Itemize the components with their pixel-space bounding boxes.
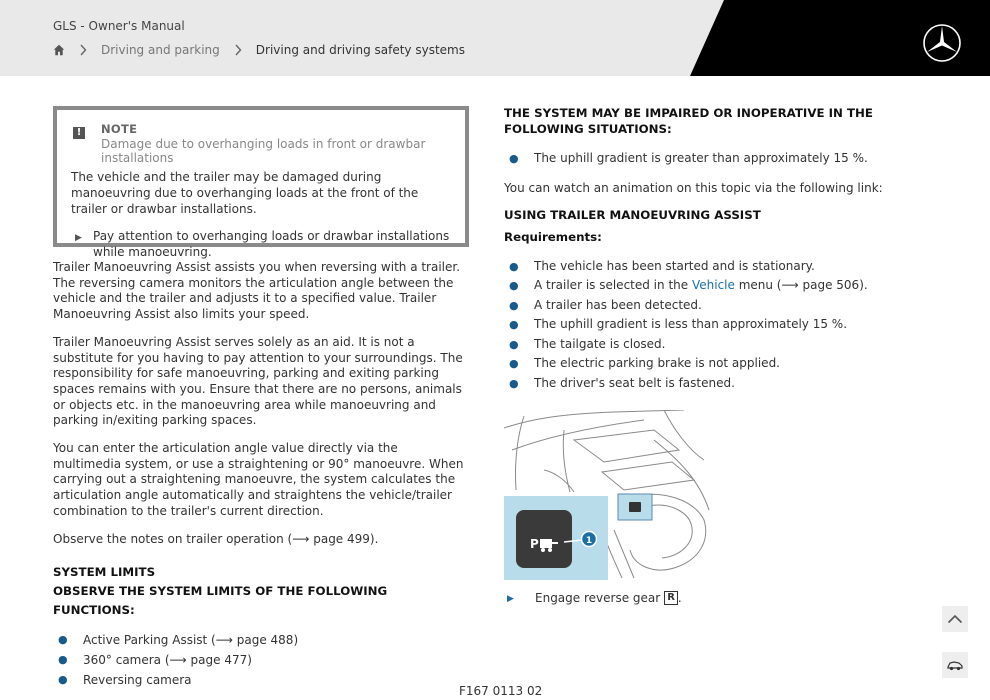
list-item[interactable]: ● 360° camera (⟶ page 477) — [53, 650, 469, 670]
bullet-icon: ● — [58, 673, 68, 687]
brand-star-logo — [922, 23, 962, 63]
chevron-right-icon — [234, 44, 242, 56]
bullet-icon: ● — [509, 376, 519, 390]
section-heading-using: USING TRAILER MANOEUVRING ASSIST — [504, 207, 761, 222]
list-item: ● Reversing camera — [53, 670, 469, 690]
note-title: NOTE — [101, 122, 138, 136]
bullet-icon: ● — [509, 152, 519, 165]
bullet-icon: ● — [509, 279, 519, 292]
bullet-icon: ● — [58, 633, 68, 647]
list-item[interactable]: ● Active Parking Assist (⟶ page 488) — [53, 630, 469, 650]
right-column — [504, 105, 904, 393]
paragraph-observe-notes[interactable]: Observe the notes on trailer operation (⟶ page 499). — [53, 531, 379, 546]
vehicle-icon — [947, 659, 963, 671]
bullet-icon: ● — [509, 318, 519, 331]
note-body: The vehicle and the trailer may be damaged during manoeuvring due to overhanging loads at the front of the trailer or drawbar installations. — [71, 170, 419, 216]
scroll-to-top-button[interactable] — [942, 606, 968, 632]
svg-text:P: P — [530, 537, 539, 551]
left-column — [53, 106, 469, 690]
breadcrumb-current: Driving and driving safety systems — [255, 43, 465, 57]
bullet-icon: ● — [509, 259, 519, 273]
home-icon[interactable] — [53, 44, 65, 56]
limits-list — [53, 630, 469, 690]
note-action — [71, 228, 451, 260]
section-heading-limits: SYSTEM LIMITS — [53, 565, 156, 580]
list-item: ● The driver's seat belt is fastened. — [504, 374, 904, 394]
list-item: ● The electric parking brake is not applied. — [504, 354, 904, 374]
bullet-icon: ● — [58, 653, 68, 667]
step-period: . — [677, 591, 682, 605]
page-header — [0, 0, 990, 76]
list-item: ● A trailer is selected in the Vehicle menu (⟶ page 506). — [504, 276, 904, 296]
note-subtitle: Damage due to overhanging loads in front or drawbar installations — [101, 137, 426, 165]
note-box — [53, 106, 469, 259]
breadcrumb-link[interactable]: Driving and parking — [101, 43, 220, 57]
bullet-icon: ● — [509, 337, 519, 351]
chevron-right-icon — [79, 44, 87, 56]
note-header — [71, 122, 451, 165]
gear-key-r: R — [664, 591, 678, 605]
bullet-icon: ● — [509, 357, 519, 370]
list-item: ● The uphill gradient is less than approximately 15 %. — [504, 315, 904, 335]
list-item: ● The tailgate is closed. — [504, 335, 904, 355]
warning-icon: ! — [73, 127, 85, 139]
impaired-list — [504, 149, 904, 169]
figure-code: F167 0113 02 — [459, 684, 543, 698]
vehicle-view-button[interactable] — [942, 652, 968, 678]
paragraph-articulation: You can enter the articulation angle value directly via the multimedia system, or use a straightening or 90° manoeuvre. When carrying out a straightening manoeuvre, the system calculates the articulation angle automatically and straightens the vehicle/trailer combination to the trailer's current direction. — [53, 441, 464, 518]
paragraph-intro: Trailer Manoeuvring Assist assists you when reversing with a trailer. The reversing camera monitors the articulation angle between the vehicle and the trailer and adjusts it to a specified value. Trailer Manoeuvring Assist also limits your speed. — [53, 260, 461, 322]
step-reverse-gear — [504, 591, 682, 605]
bullet-icon: ● — [509, 298, 519, 312]
chevron-up-icon — [947, 614, 963, 624]
list-item: ● A trailer has been detected. — [504, 296, 904, 316]
paragraph-aid: Trailer Manoeuvring Assist serves solely as an aid. It is not a substitute for you having to pay attention to your surroundings. The responsibility for safe manoeuvring, parking and exiting parking spaces remains with you. Ensure that there are no persons, animals or objects etc. in the manoeuvring area while manoeuvring and parking in/exiting parking spaces. — [53, 334, 463, 428]
action-arrow-icon: ▶ — [75, 233, 82, 243]
breadcrumb — [53, 42, 465, 58]
list-item: ● The vehicle has been started and is stationary. — [504, 257, 904, 277]
step-text: Engage reverse gear — [535, 591, 661, 605]
svg-text:1: 1 — [585, 536, 593, 546]
requirements-list — [504, 257, 904, 394]
app-title: GLS - Owner's Manual — [53, 19, 185, 33]
step-arrow-icon: ▶ — [507, 594, 514, 604]
section-heading-impaired: THE SYSTEM MAY BE IMPAIRED OR INOPERATIVE IN THE FOLLOWING SITUATIONS: — [504, 106, 873, 136]
center-console-illustration — [504, 410, 710, 580]
list-item: ● The uphill gradient is greater than approximately 15 %. — [504, 149, 904, 169]
requirements-heading: Requirements: — [504, 229, 602, 244]
note-action-text: Pay attention to overhanging loads or drawbar installations while manoeuvring. — [93, 229, 450, 259]
section-subheading-limits: OBSERVE THE SYSTEM LIMITS OF THE FOLLOWING FUNCTIONS: — [53, 584, 388, 618]
animation-link-text: You can watch an animation on this topic via the following link: — [504, 180, 883, 195]
vehicle-menu-link[interactable]: Vehicle — [691, 278, 735, 292]
